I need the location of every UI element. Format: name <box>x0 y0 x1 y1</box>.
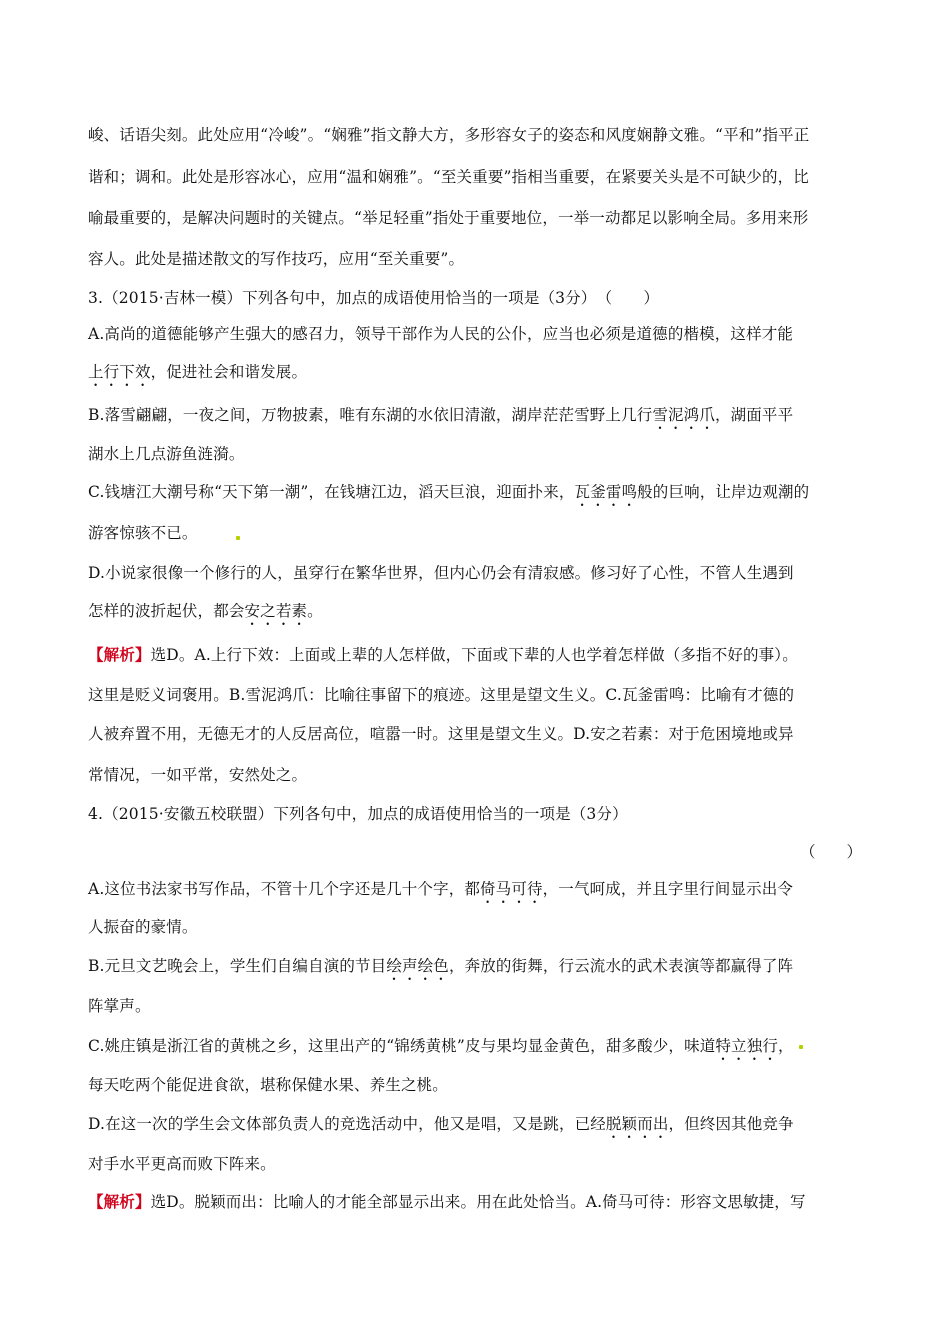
option-4c-line1 <box>88 1036 794 1064</box>
text-span: ，一气呵成，并且字里行间显示出令 <box>542 880 794 898</box>
text-span: D.在这一次的学生会文体部负责人的竞选活动中，他又是唱，又是跳，已经 <box>88 1115 606 1133</box>
option-3a-line1: A.高尚的道德能够产生强大的感召力，领导干部作为人民的公仆，应当也必须是道德的楷模，这样才能 <box>88 325 794 343</box>
text-line: 谐和；调和。此处是形容冰心，应用“温和娴雅”。“至关重要”指相当重要，在紧要关头是不可缺少的，比 <box>88 168 809 186</box>
question-3-stem: 3.（2015·吉林一模）下列各句中，加点的成语使用恰当的一项是（3分） （ ） <box>88 289 660 307</box>
dotted-idiom: 倚马可待 <box>480 880 543 898</box>
dotted-idiom: 雪泥鸿爪 <box>652 406 715 424</box>
text-span: ，奔放的街舞，行云流水的武术表演等都赢得了阵 <box>448 957 794 975</box>
text-span: C.钱塘江大潮号称“天下第一潮”，在钱塘江边，滔天巨浪，迎面扑来， <box>88 483 575 501</box>
dotted-idiom: 瓦釜雷鸣 <box>574 483 638 501</box>
dotted-idiom: 安之若素 <box>244 602 308 620</box>
option-3d-line1: D.小说家很像一个修行的人，虽穿行在繁华世界，但内心仍会有清寂感。修习好了心性，不管人生遇到 <box>88 564 794 582</box>
option-3a-line2 <box>88 362 307 390</box>
analysis-tag: 【解析】 <box>88 645 151 664</box>
option-3c-line2: 游客惊骇不已。 <box>88 524 198 542</box>
highlight-mark <box>236 536 240 540</box>
option-4d-line2: 对手水平更高而败下阵来。 <box>88 1155 276 1173</box>
text-span: 选D。A.上行下效：上面或上辈的人怎样做，下面或下辈的人也学着怎样做（多指不好的事）。 <box>150 646 798 664</box>
text-span: 怎样的波折起伏，都会 <box>88 602 245 620</box>
text-span: ， <box>778 1037 794 1055</box>
option-4d-line1 <box>88 1114 794 1142</box>
text-span: 般的巨响，让岸边观潮的 <box>637 483 810 501</box>
text-span: 选D。脱颖而出：比喻人的才能全部显示出来。用在此处恰当。A.倚马可待：形容文思敏捷，写 <box>150 1193 806 1211</box>
option-4b-line2: 阵掌声。 <box>88 997 151 1015</box>
analysis-3-line2: 这里是贬义词褒用。B.雪泥鸿爪：比喻往事留下的痕迹。这里是望文生义。C.瓦釜雷鸣：比喻有才德的 <box>88 686 795 704</box>
text-line: 喻最重要的，是解决问题时的关键点。“举足轻重”指处于重要地位，一举一动都足以影响全局。多用来形 <box>88 209 809 227</box>
text-line: 容人。此处是描述散文的写作技巧，应用“至关重要”。 <box>88 250 465 268</box>
dotted-idiom: 脱颖而出 <box>605 1115 669 1133</box>
option-4a-line1 <box>88 879 793 907</box>
dotted-idiom: 特立独行 <box>715 1037 778 1055</box>
text-span: ，但终因其他竞争 <box>668 1115 794 1133</box>
text-span: A.这位书法家书写作品，不管十几个字还是几十个字，都 <box>88 880 481 898</box>
answer-parentheses: （ ） <box>800 843 863 861</box>
option-4b-line1 <box>88 956 793 984</box>
text-span: B.落雪翩翩，一夜之间，万物披素，唯有东湖的水依旧清澈，湖岸茫茫雪野上几行 <box>88 406 653 424</box>
option-3b-line1 <box>88 405 793 433</box>
option-4a-line2: 人振奋的豪情。 <box>88 918 198 936</box>
option-3b-line2: 湖水上几点游鱼涟漪。 <box>88 445 245 463</box>
text-line: 峻、话语尖刻。此处应用“冷峻”。“娴雅”指文静大方，多形容女子的姿态和风度娴静文雅。“平和”指平正 <box>88 126 810 144</box>
option-3d-line2 <box>88 601 323 629</box>
analysis-3-line4: 常情况，一如平常，安然处之。 <box>88 766 308 784</box>
highlight-mark <box>799 1045 803 1049</box>
question-4-stem: 4.（2015·安徽五校联盟）下列各句中，加点的成语使用恰当的一项是（3分） <box>88 805 628 823</box>
option-4c-line2: 每天吃两个能促进食欲，堪称保健水果、养生之桃。 <box>88 1076 448 1094</box>
text-span: ，促进社会和谐发展。 <box>150 363 308 381</box>
text-span: B.元旦文艺晚会上，学生们自编自演的节目 <box>88 957 387 975</box>
analysis-4-line1 <box>88 1192 806 1212</box>
dotted-idiom: 绘声绘色 <box>386 957 449 975</box>
analysis-tag: 【解析】 <box>88 1192 151 1211</box>
text-span: C.姚庄镇是浙江省的黄桃之乡，这里出产的“锦绣黄桃”皮与果均显金黄色，甜多酸少，味道 <box>88 1037 716 1055</box>
text-span: ，湖面平平 <box>714 406 794 424</box>
analysis-3-line1 <box>88 645 798 665</box>
option-3c-line1 <box>88 482 809 510</box>
dotted-idiom: 上行下效 <box>88 363 151 381</box>
text-span: 。 <box>307 602 323 620</box>
analysis-3-line3: 人被弃置不用，无德无才的人反居高位，喧嚣一时。这里是望文生义。D.安之若素：对于危困境地或异 <box>88 725 794 743</box>
